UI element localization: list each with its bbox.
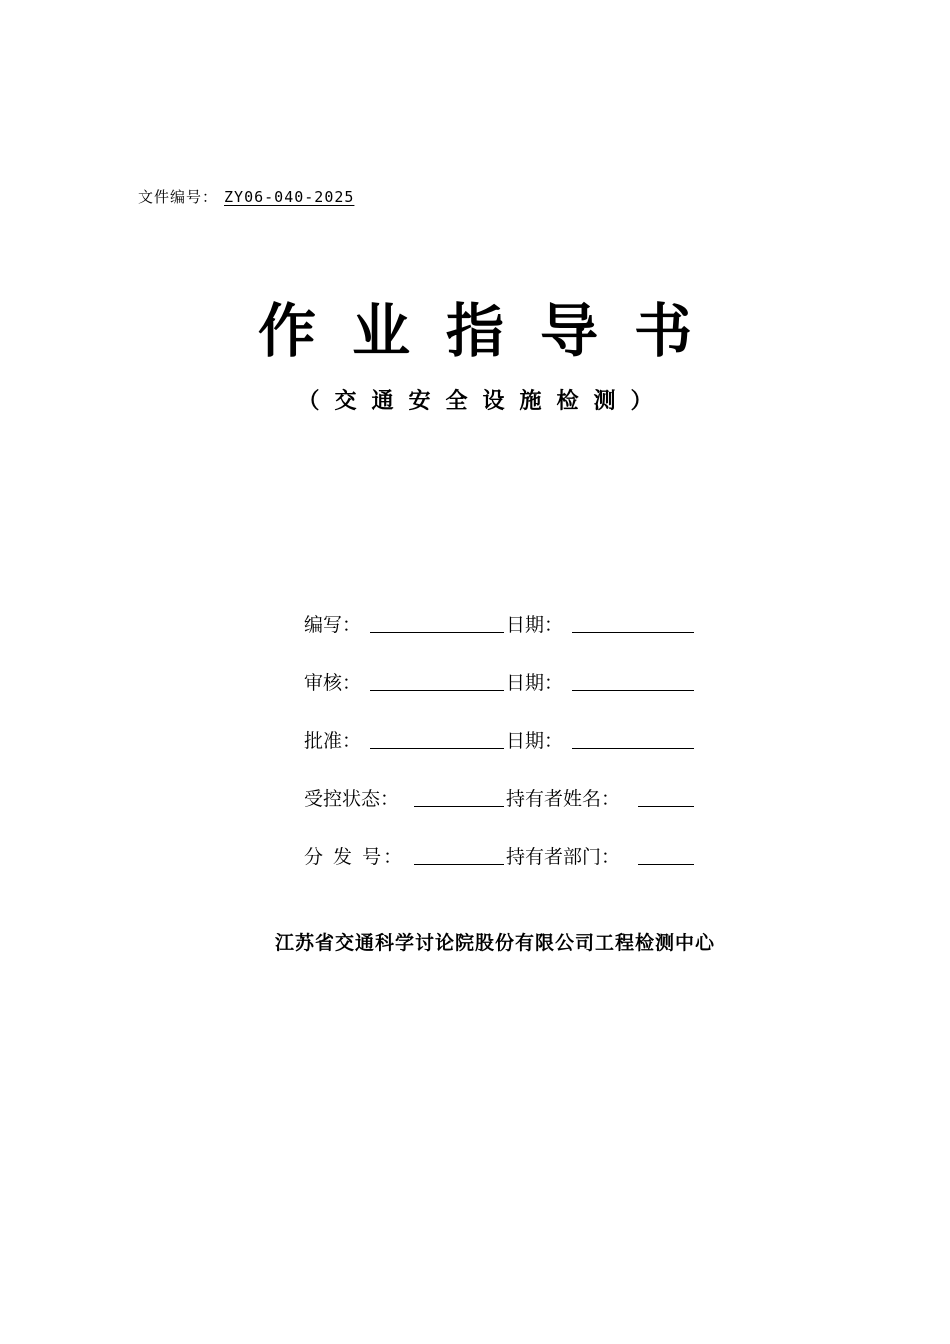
document-subtitle: （交通安全设施检测）: [297, 389, 668, 414]
document-number-value: ZY06-040-2025: [224, 188, 355, 206]
form-row-review: [304, 664, 704, 722]
holder-department-label: 持有者部门：: [506, 846, 621, 868]
form-row-approve: [304, 722, 704, 780]
review-date-label: 日期：: [506, 672, 564, 694]
approve-label: 批准：: [304, 730, 362, 752]
distribution-number-label: 分 发 号：: [304, 846, 405, 868]
document-number-label: 文件编号：: [138, 188, 219, 206]
document-title: 作业指导书: [257, 297, 728, 365]
review-date-field[interactable]: [572, 690, 694, 691]
review-label: 审核：: [304, 672, 362, 694]
holder-name-field[interactable]: [638, 806, 694, 807]
holder-name-label: 持有者姓名：: [506, 788, 621, 810]
author-field[interactable]: [370, 632, 504, 633]
approve-date-field[interactable]: [572, 748, 694, 749]
document-number: [138, 186, 360, 207]
distribution-number-field[interactable]: [414, 864, 504, 865]
approve-field[interactable]: [370, 748, 504, 749]
author-date-label: 日期：: [506, 614, 564, 636]
holder-department-field[interactable]: [638, 864, 694, 865]
author-date-field[interactable]: [572, 632, 694, 633]
approve-date-label: 日期：: [506, 730, 564, 752]
author-label: 编写：: [304, 614, 362, 636]
review-field[interactable]: [370, 690, 504, 691]
control-status-field[interactable]: [414, 806, 504, 807]
approval-form: [304, 606, 704, 896]
form-row-distribution: [304, 838, 704, 896]
form-row-control-status: [304, 780, 704, 838]
organization-name: 江苏省交通科学讨论院股份有限公司工程检测中心: [274, 932, 715, 954]
control-status-label: 受控状态：: [304, 788, 400, 810]
form-row-author: [304, 606, 704, 664]
